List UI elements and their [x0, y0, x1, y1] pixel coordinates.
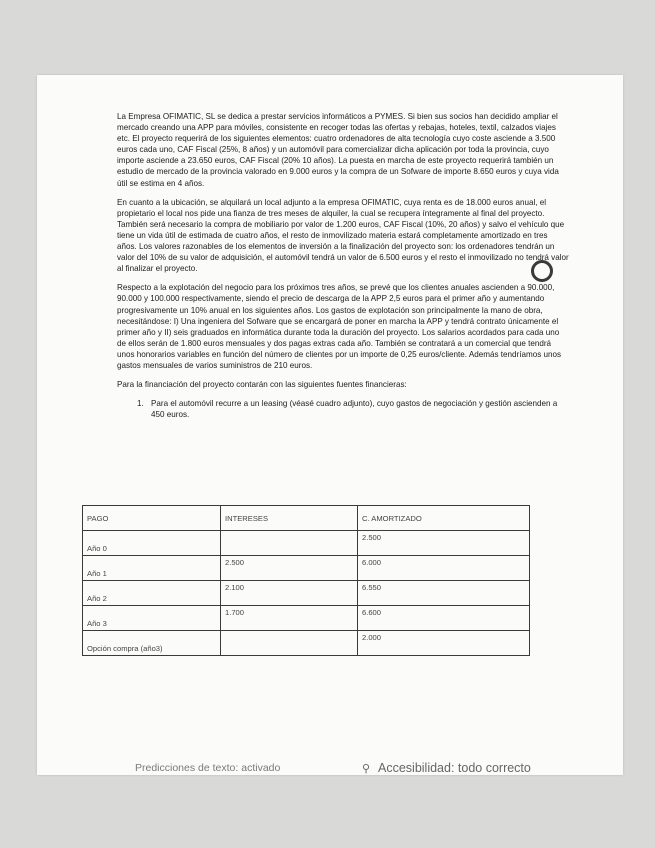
- text-predictions-status[interactable]: Predicciones de texto: activado: [135, 762, 281, 774]
- cell-intereses: 1.700: [221, 606, 358, 631]
- table-header-row: [83, 506, 530, 531]
- cell-intereses: 2.500: [221, 556, 358, 581]
- paragraph-location: En cuanto a la ubicación, se alquilará un local adjunto a la empresa OFIMATIC, cuya renta es de 18.000 euros anual, el propietario el local nos pide una fianza de tres meses de alquiler, la cual se recupera íntegramente al final del proyecto. También será necesario la compra de mobiliario por valor de 1.200 euros, CAF Fiscal (10%, 20 años) y salvo el vehículo que tiene un vida útil de estimada de cuatro años, el resto de inmovilizado materia estará completamente amortizado en tres años. Los valores razonables de los elementos de inversión a la finalización del proyecto son: los ordenadores tendrán un valor del 10% de su valor de adquisición, el automóvil tendrá un valor de 6.500 euros y el resto el inmovilizado no tendrá valor al finalizar el proyecto.: [117, 197, 569, 274]
- table-row: [83, 631, 530, 656]
- cell-amortizado: 6.600: [358, 606, 530, 631]
- table-row: [83, 531, 530, 556]
- document-body: [117, 111, 569, 426]
- cell-amortizado: 6.000: [358, 556, 530, 581]
- paragraph-company: La Empresa OFIMATIC, SL se dedica a prestar servicios informáticos a PYMES. Si bien sus socios han decidido ampliar el mercado creando una APP para móviles, consistente en recoger todas las ofertas y rebajas, hoteles, textil, calzados viajes etc. El proyecto requerirá de los siguientes elementos: cuatro ordenadores de alta tecnología cuyo coste asciende a 3.500 euros cada uno, CAF Fiscal (25%, 8 años) y un automóvil para comercializar dicha aplicación por toda la provincia, cuyo importe asciende a 23.650 euros, CAF Fiscal (20% 10 años). La puesta en marcha de este proyecto requerirá también un estudio de mercado de la provincia valorado en 9.000 euros y la compra de un Sofware de importe 8.650 euros y cuya vida útil se estima en 4 años.: [117, 112, 559, 188]
- document-page: [37, 75, 623, 775]
- cell-pago: Año 1: [83, 556, 221, 581]
- cell-intereses: 2.100: [221, 581, 358, 606]
- list-item-number: 1.: [137, 399, 144, 409]
- header-amortizado: C. AMORTIZADO: [358, 506, 530, 531]
- header-pago: PAGO: [83, 506, 221, 531]
- cell-pago: Año 2: [83, 581, 221, 606]
- table-row: [83, 606, 530, 631]
- cell-amortizado: 2.000: [358, 631, 530, 656]
- paragraph-financing: Para la financiación del proyecto contarán con las siguientes fuentes financieras:: [117, 380, 407, 390]
- header-intereses: INTERESES: [221, 506, 358, 531]
- cell-amortizado: 2.500: [358, 531, 530, 556]
- cell-pago: Opción compra (año3): [83, 631, 221, 656]
- accessibility-label: Accesibilidad: todo correcto: [378, 762, 531, 774]
- text-cursor-circle: [531, 260, 553, 282]
- list-item: [137, 398, 569, 420]
- paragraph-operations: Respecto a la explotación del negocio para los próximos tres años, se prevé que los clientes anuales ascienden a 90.000, 90.000 y 100.000 respectivamente, siendo el precio de descarga de la APP 2,5 euros para el primer año y aumentando progresivamente un 10% anual en los siguientes años. Los gastos de explotación son principalmente la mano de obra, necesitándose: I) Una ingeniera del Sofware que se encargará de poner en marcha la APP y tendrá contrato únicamente el primer año y II) seis graduados en informática durante toda la duración del proyecto. Los salarios acordados para cada uno de ellos serán de 1.800 euros mensuales y dos pagas extras cada año. También se contratará a un comercial que tendrá unos honorarios variables en función del número de clientes por un importe de 0,25 euros/cliente. Además tendríamos unos gastos mensuales de varios suministros de 210 euros.: [117, 283, 562, 370]
- cell-pago: Año 0: [83, 531, 221, 556]
- cell-intereses: [221, 631, 358, 656]
- cell-intereses: [221, 531, 358, 556]
- table-row: [83, 556, 530, 581]
- status-bar: [40, 762, 630, 774]
- accessibility-icon: ⚲: [362, 763, 371, 774]
- accessibility-status[interactable]: [362, 762, 531, 774]
- table-row: [83, 581, 530, 606]
- leasing-table: [82, 505, 530, 656]
- list-item-text: Para el automóvil recurre a un leasing (véasé cuadro adjunto), cuyo gastos de negociación y gestión ascienden a 450 euros.: [151, 399, 558, 420]
- cell-pago: Año 3: [83, 606, 221, 631]
- cell-amortizado: 6.550: [358, 581, 530, 606]
